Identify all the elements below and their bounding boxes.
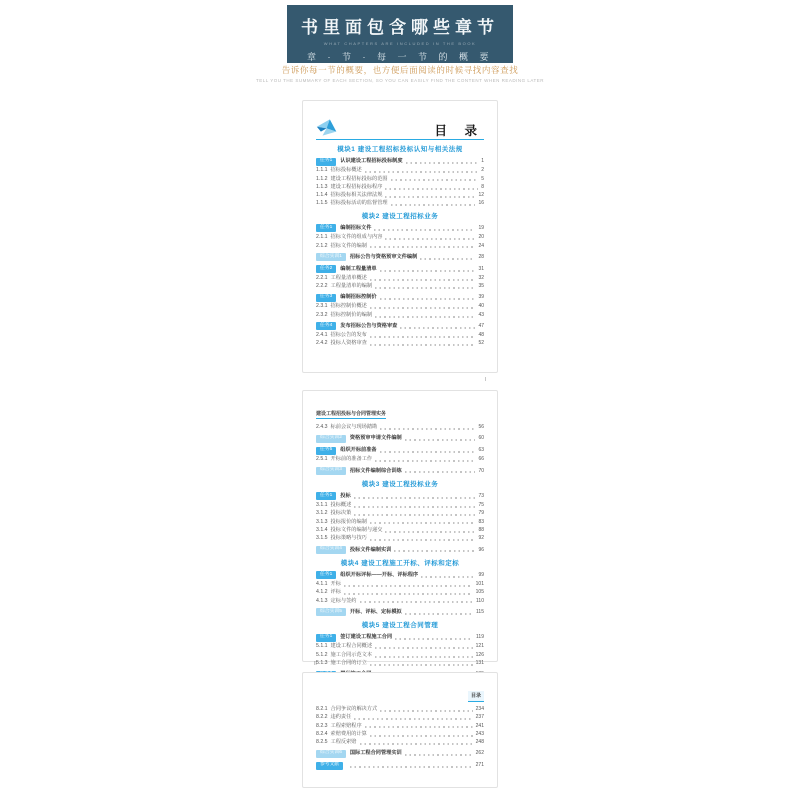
folio-page-1: I [484, 377, 486, 383]
dot-leader [375, 461, 475, 462]
entry-page-number: 47 [478, 323, 484, 330]
task-row [316, 322, 484, 330]
sub-row [316, 456, 484, 463]
sub-row [316, 332, 484, 339]
entry-page-number: 2 [481, 167, 484, 174]
entry-title: 编制招标控制价 [340, 294, 377, 301]
training-row [316, 435, 484, 443]
entry-number: 3.1.5 [316, 535, 328, 542]
intro-text-cn: 告诉你每一节的概要，也方便后面阅读的时候寻找内容查找 [281, 65, 519, 75]
entry-number: 1.1.4 [316, 192, 328, 199]
training-row [316, 467, 484, 475]
running-head-wrap [316, 684, 484, 702]
entry-number: 2.4.1 [316, 332, 328, 339]
entry-title: 开标、评标、定标模拟 [349, 608, 402, 615]
banner-divider-caption: WHAT CHAPTERS ARE INCLUDED IN THE BOOK [323, 41, 477, 46]
sub-row [316, 243, 484, 250]
task-chip: 任务1 [316, 158, 336, 166]
training-row [316, 546, 484, 554]
module-heading: 模块1 建设工程招标投标认知与相关法规 [337, 146, 463, 153]
entry-title: 工程反索赔 [330, 739, 357, 746]
training-chip: 综合实训2 [316, 435, 346, 443]
entry-title: 招标投标相关法律法规 [330, 192, 383, 199]
banner-subtitle: 章 · 节 · 每 一 节 的 概 要 [307, 52, 493, 62]
running-head-wrap [316, 402, 484, 420]
training-row [316, 608, 484, 616]
entry-page-number: 40 [478, 303, 484, 310]
entry-title: 工程量清单概述 [330, 274, 367, 281]
task-row [316, 158, 484, 166]
entry-number: 1.1.1 [316, 167, 328, 174]
entry-page-number: 88 [478, 526, 484, 533]
entry-page-number: 31 [478, 265, 484, 272]
entry-title: 招标投标概述 [330, 167, 362, 174]
entry-page-number: 60 [478, 435, 484, 442]
entry-number: 8.2.4 [316, 730, 328, 737]
dot-leader [391, 180, 479, 181]
sub-row [316, 502, 484, 509]
entry-title: 施工合同示范文本 [330, 651, 373, 658]
dot-leader [370, 247, 476, 248]
entry-number: 2.4.3 [316, 424, 328, 430]
entry-number: 2.2.2 [316, 283, 328, 290]
entry-page-number: 271 [475, 762, 484, 769]
entry-title: 编制工程量清单 [340, 265, 377, 272]
dot-leader [374, 229, 475, 230]
task-chip: 任务3 [316, 294, 336, 302]
entry-title: 施工合同的订立 [330, 660, 367, 667]
dot-leader [360, 743, 473, 744]
entry-page-number: 126 [475, 651, 484, 658]
entry-title: 建设工程招标投标程序 [330, 183, 383, 190]
entry-number: 3.1.2 [316, 510, 328, 517]
entry-page-number: 105 [475, 589, 484, 596]
dot-leader [385, 188, 478, 189]
dot-leader [405, 472, 476, 473]
entry-number: 3.1.4 [316, 526, 328, 533]
dot-leader [380, 428, 475, 429]
dot-leader [421, 576, 475, 577]
entry-page-number: 75 [478, 502, 484, 509]
entry-title: 违约责任 [330, 714, 352, 721]
sub-row [316, 731, 484, 738]
sub-row [316, 340, 484, 347]
dot-leader [350, 767, 472, 768]
sub-row [316, 176, 484, 183]
entry-number: 2.3.1 [316, 303, 328, 310]
dot-leader [394, 551, 475, 552]
entry-title: 投标文件的编制与递交 [330, 526, 383, 533]
dot-leader [380, 270, 476, 271]
entry-page-number: 63 [478, 447, 484, 454]
entry-title: 签订建设工程施工合同 [340, 634, 393, 641]
training-chip: 综合实训3 [316, 467, 346, 475]
dot-leader [370, 279, 476, 280]
entry-title: 发布招标公告与资格审查 [340, 323, 398, 330]
running-head: 目录 [468, 691, 484, 702]
entry-page-number: 92 [478, 535, 484, 542]
dot-leader [370, 735, 473, 736]
entry-title: 投标报价的编制 [330, 518, 367, 525]
dot-leader [344, 585, 473, 586]
intro-text-en: TELL YOU THE SUMMARY OF EACH SECTION, SO YOU CAN EASILY FIND THE CONTENT WHEN READING LATER [255, 78, 545, 83]
dot-leader [370, 336, 476, 337]
dot-leader [370, 345, 476, 346]
entry-page-number: 24 [478, 242, 484, 249]
task-row [316, 571, 484, 579]
task-row [316, 224, 484, 232]
entry-title: 招标控制价的编制 [330, 311, 373, 318]
dot-leader [405, 613, 473, 614]
entry-page-number: 43 [478, 311, 484, 318]
entry-page-number: 28 [478, 253, 484, 260]
dot-leader [344, 594, 473, 595]
dot-leader [405, 755, 473, 756]
entry-title: 认识建设工程招标投标制度 [340, 158, 403, 165]
entry-title: 投标决策 [330, 510, 352, 517]
toc-rows [316, 424, 484, 687]
sub-row [316, 527, 484, 534]
dot-leader [385, 239, 475, 240]
task-row [316, 447, 484, 455]
dot-leader [375, 656, 473, 657]
task-row [316, 265, 484, 273]
entry-number: 8.2.3 [316, 722, 328, 729]
dot-leader [354, 515, 475, 516]
sub-row [316, 598, 484, 605]
sub-row [316, 660, 484, 667]
training-chip: 综合实训6 [316, 750, 346, 758]
entry-title: 编制招标文件 [340, 225, 372, 232]
training-chip: 综合实训4 [316, 546, 346, 554]
dot-leader [365, 727, 473, 728]
training-row [316, 253, 484, 261]
sub-row [316, 312, 484, 319]
entry-page-number: 83 [478, 518, 484, 525]
task-row [316, 294, 484, 302]
module-heading: 模块5 建设工程合同管理 [361, 622, 439, 630]
toc-page-3 [302, 672, 498, 788]
entry-title: 工程量清单的编制 [330, 283, 373, 290]
dot-leader [375, 648, 473, 649]
entry-page-number: 115 [476, 608, 484, 615]
entry-title: 定标与签约 [330, 597, 357, 604]
toc-header [316, 117, 484, 140]
entry-page-number: 110 [476, 597, 484, 604]
banner-title: 书里面包含哪些章节 [301, 18, 499, 37]
sub-row [316, 706, 484, 713]
dot-leader [380, 299, 476, 300]
entry-number: 2.3.2 [316, 311, 328, 318]
entry-number: 2.1.2 [316, 242, 328, 249]
dot-leader [395, 639, 473, 640]
toc-page-1 [302, 100, 498, 383]
task-row [316, 492, 484, 500]
entry-page-number: 119 [476, 634, 484, 641]
entry-title: 组织开标评标——开标、评标程序 [340, 572, 419, 579]
entry-page-number: 56 [478, 424, 484, 430]
dot-leader [375, 316, 475, 317]
entry-page-number: 70 [478, 467, 484, 474]
task-chip: 任务1 [316, 571, 336, 579]
sub-row [316, 510, 484, 517]
entry-page-number: 8 [481, 183, 484, 190]
sub-row [316, 424, 484, 431]
entry-title: 国际工程合同管理实训 [349, 750, 402, 757]
toc-page-2-inner [303, 402, 497, 672]
dot-leader [354, 497, 476, 498]
entry-number: 8.2.1 [316, 706, 328, 712]
module-heading: 模块3 建设工程投标业务 [361, 480, 439, 488]
sub-row [316, 192, 484, 199]
entry-number: 1.1.3 [316, 183, 328, 190]
dot-leader [391, 205, 476, 206]
entry-number: 2.1.1 [316, 234, 328, 241]
entry-number: 4.1.3 [316, 597, 328, 604]
dot-leader [420, 258, 475, 259]
entry-number: 5.1.3 [316, 660, 328, 667]
sub-row [316, 643, 484, 650]
dot-leader [370, 540, 476, 541]
module-heading: 模块4 建设工程施工开标、评标和定标 [340, 559, 460, 567]
training-chip: 综合实训5 [316, 608, 346, 616]
entry-title: 资格预审申请文件编制 [349, 435, 402, 442]
entry-title: 投标 [340, 493, 351, 500]
training-chip: 综合实训1 [316, 253, 346, 261]
entry-page-number: 101 [475, 581, 484, 588]
entry-page-number: 79 [478, 510, 484, 517]
dot-leader [375, 287, 475, 288]
entry-page-number: 39 [478, 294, 484, 301]
task-chip: 任务1 [316, 492, 336, 500]
sub-row [316, 714, 484, 721]
dot-leader [385, 531, 475, 532]
entry-page-number: 241 [475, 722, 484, 729]
entry-number: 1.1.5 [316, 200, 328, 207]
dot-leader [354, 719, 472, 720]
entry-page-number: 1 [481, 158, 484, 165]
entry-title: 评标 [330, 589, 341, 596]
entry-title: 招标控制价概述 [330, 303, 367, 310]
entry-number: 2.2.1 [316, 274, 328, 281]
dot-leader [400, 327, 475, 328]
dot-leader [365, 172, 479, 173]
running-head: 建设工程招投标与合同管理实务 [316, 411, 387, 417]
dot-leader [360, 602, 474, 603]
entry-number: 5.1.2 [316, 651, 328, 658]
task-chip: 任务2 [316, 265, 336, 273]
entry-number: 2.5.1 [316, 456, 328, 463]
entry-title: 招标公告与资格预审文件编制 [349, 253, 418, 260]
paper-crane-icon [316, 117, 342, 138]
training-row [316, 750, 484, 758]
dot-leader [380, 452, 476, 453]
sub-row [316, 303, 484, 310]
module-heading: 模块2 建设工程招标业务 [361, 212, 439, 220]
entry-title: 投标人资格审查 [330, 340, 367, 347]
entry-number: 1.1.2 [316, 175, 328, 182]
entry-page-number: 262 [475, 750, 484, 757]
sub-row [316, 535, 484, 542]
sub-row [316, 234, 484, 241]
entry-page-number: 243 [475, 730, 484, 737]
entry-title: 建设工程招标投标的范围 [330, 175, 388, 182]
entry-title: 开标前的准备工作 [330, 456, 373, 463]
entry-number: 8.2.5 [316, 739, 328, 746]
entry-page-number: 5 [481, 175, 484, 182]
entry-page-number: 35 [478, 283, 484, 290]
dot-leader [370, 523, 476, 524]
entry-page-number: 131 [475, 660, 484, 667]
dot-leader [405, 440, 476, 441]
task-row [316, 634, 484, 642]
sub-row [316, 167, 484, 174]
sub-row [316, 723, 484, 730]
task-chip: 任务4 [316, 322, 336, 330]
dot-leader [354, 506, 475, 507]
entry-page-number: 66 [478, 456, 484, 463]
task-chip: 任务1 [316, 224, 336, 232]
ref-row [316, 762, 484, 770]
task-chip: 任务1 [316, 634, 336, 642]
entry-title: 招标文件的组成与内容 [330, 234, 383, 241]
dot-leader [385, 196, 475, 197]
entry-number: 2.4.2 [316, 340, 328, 347]
entry-number: 8.2.2 [316, 714, 328, 721]
toc-rows [316, 706, 484, 770]
entry-title: 组织开标前准备 [340, 447, 377, 454]
sub-row [316, 652, 484, 659]
references-chip: 参考文献 [316, 762, 343, 770]
toc-page-1-inner [303, 117, 497, 388]
dot-leader [370, 664, 473, 665]
entry-page-number: 12 [478, 192, 484, 199]
dot-leader [370, 308, 476, 309]
sub-row [316, 184, 484, 191]
entry-title: 工程索赔程序 [330, 722, 362, 729]
entry-title: 合同争议的解决方式 [330, 706, 378, 712]
entry-number: 3.1.1 [316, 502, 328, 509]
entry-page-number: 99 [478, 572, 484, 579]
entry-page-number: 52 [478, 340, 484, 347]
entry-page-number: 16 [478, 200, 484, 207]
sub-row [316, 519, 484, 526]
entry-number: 5.1.1 [316, 643, 328, 650]
entry-page-number: 96 [478, 546, 484, 553]
sub-row [316, 275, 484, 282]
dot-leader [406, 163, 479, 164]
dot-leader [380, 710, 472, 711]
entry-title: 投标文件编制实训 [349, 546, 392, 553]
entry-page-number: 32 [478, 274, 484, 281]
entry-page-number: 19 [478, 225, 484, 232]
entry-title: 招标文件的编制 [330, 242, 367, 249]
banner [287, 5, 513, 63]
entry-title: 招标文件编制综合训练 [349, 467, 402, 474]
entry-number: 3.1.3 [316, 518, 328, 525]
entry-title: 标前会议与现场踏勘 [330, 424, 378, 430]
entry-page-number: 234 [475, 706, 484, 712]
entry-page-number: 73 [478, 493, 484, 500]
entry-title: 投标概述 [330, 502, 352, 509]
toc-page-2 [302, 390, 498, 667]
sub-row [316, 200, 484, 207]
entry-title: 投标策略与技巧 [330, 535, 367, 542]
toc-rows [316, 147, 484, 347]
folio-page-2: II [314, 661, 317, 667]
sub-row [316, 589, 484, 596]
entry-page-number: 48 [478, 332, 484, 339]
sub-row [316, 581, 484, 588]
entry-page-number: 237 [475, 714, 484, 721]
sub-row [316, 283, 484, 290]
sub-row [316, 739, 484, 746]
entry-page-number: 20 [478, 234, 484, 241]
entry-title: 建设工程合同概述 [330, 643, 373, 650]
entry-title: 开标 [330, 581, 341, 588]
entry-page-number: 121 [475, 643, 484, 650]
entry-number: 4.1.2 [316, 589, 328, 596]
toc-title: 目 录 [434, 124, 484, 138]
entry-title: 招标公告的发布 [330, 332, 367, 339]
entry-title: 招标投标活动的监督管理 [330, 200, 388, 207]
toc-page-3-inner [303, 684, 497, 798]
entry-title: 索赔费用的计算 [330, 730, 367, 737]
entry-number: 4.1.1 [316, 581, 328, 588]
entry-page-number: 248 [475, 739, 484, 746]
task-chip: 任务5 [316, 447, 336, 455]
